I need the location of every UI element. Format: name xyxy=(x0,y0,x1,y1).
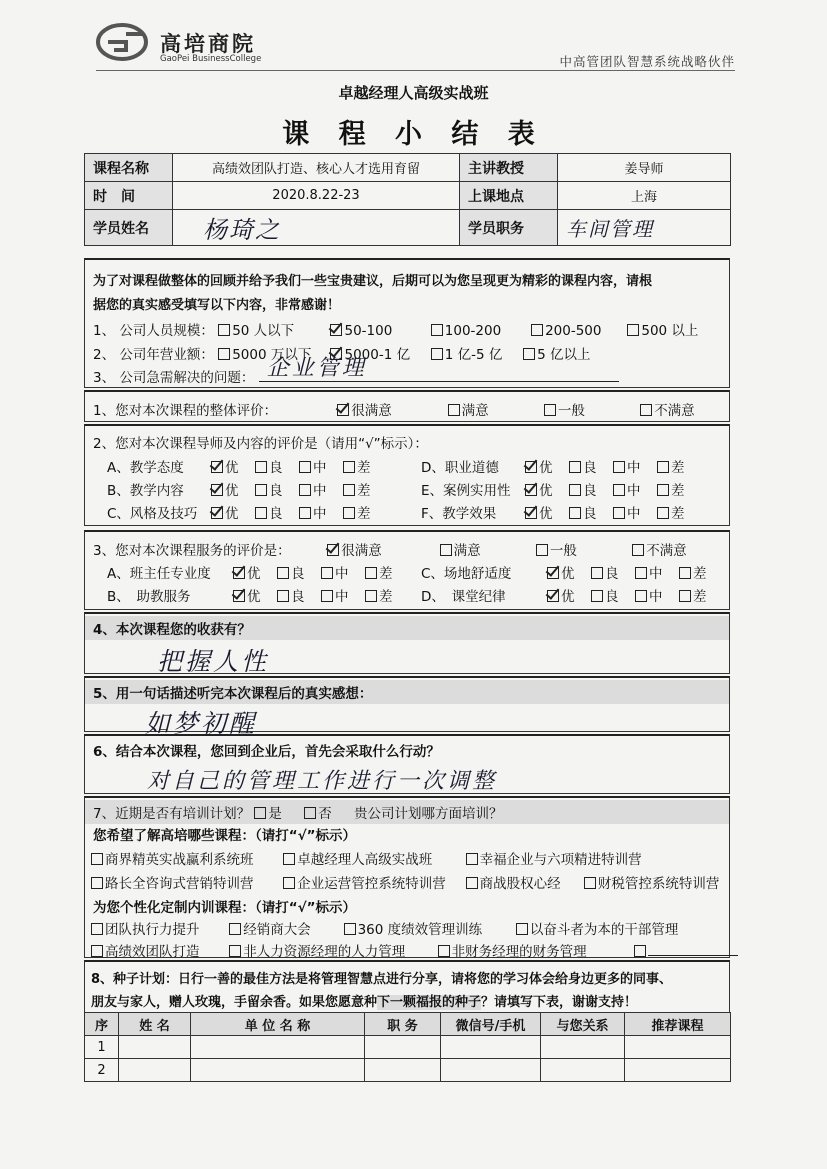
teacher-eval-row-right-2 xyxy=(421,502,701,522)
overall-option-1[interactable]: 满意 xyxy=(448,399,540,419)
service-eval-grade-option[interactable]: 良 xyxy=(277,562,321,582)
service-eval-grade-option[interactable]: 优 xyxy=(233,585,277,605)
teacher-eval-row-right-1 xyxy=(421,479,701,499)
size-option-1[interactable]: 50-100 xyxy=(330,323,426,339)
col-company: 单 位 名 称 xyxy=(191,1013,365,1036)
size-option-0[interactable]: 50 人以下 xyxy=(218,319,326,339)
action-handwriting[interactable]: 对自己的管理工作进行一次调整 xyxy=(147,769,498,794)
seed-plan-line2: 朋友与家人，赠人玫瑰，手留余香。如果您愿意种下一颗福报的种子？请填写下表，谢谢支持！ xyxy=(91,995,638,1010)
page-title: 课 程 小 结 表 xyxy=(282,119,545,150)
course-option-operations[interactable]: 企业运营管控系统特训营 xyxy=(283,872,461,892)
overall-option-2[interactable]: 一般 xyxy=(544,399,636,419)
location-label: 上课地点 xyxy=(460,182,558,210)
feeling-label: 5、用一句话描述听完本次课程后的真实感想： xyxy=(85,680,729,704)
want-courses-label: 您希望了解高培哪些课程：（请打“√”标示） xyxy=(93,828,356,844)
overall-eval-block xyxy=(84,390,730,422)
service-eval-grade-option[interactable]: 良 xyxy=(591,562,635,582)
service-option-3[interactable]: 不满意 xyxy=(632,543,687,559)
course-option-elite[interactable]: 商界精英实战赢利系统班 xyxy=(91,848,279,868)
cell[interactable] xyxy=(441,1059,541,1082)
size-option-2[interactable]: 100-200 xyxy=(431,323,527,339)
custom-courses-label: 为您个性化定制内训课程：（请打“√”标示） xyxy=(93,900,356,916)
tagline: 中高管团队智慧系统战略伙伴 xyxy=(559,54,735,69)
service-eval-row-left-0 xyxy=(107,562,409,582)
urgent-issue-field[interactable] xyxy=(259,356,619,382)
service-option-0[interactable]: 很满意 xyxy=(327,539,435,559)
teacher-eval-grade-option[interactable]: 良 xyxy=(255,456,299,476)
cell[interactable] xyxy=(541,1059,625,1082)
service-eval-grade-option[interactable]: 优 xyxy=(233,562,277,582)
teacher-eval-grade-option[interactable]: 中 xyxy=(299,456,343,476)
service-eval-row xyxy=(93,539,687,559)
seed-plan-block xyxy=(84,960,730,1012)
revenue-option-0[interactable]: 5000 万以下 xyxy=(218,343,326,363)
cell[interactable] xyxy=(625,1059,731,1082)
cell[interactable] xyxy=(365,1036,441,1059)
teacher-eval-item-label: A、教学态度 xyxy=(107,460,184,476)
teacher-label: 主讲教授 xyxy=(460,154,558,182)
harvest-block xyxy=(84,612,730,674)
service-eval-row-left-1 xyxy=(107,585,409,605)
custom-options-row2 xyxy=(91,940,738,960)
course-name-value[interactable]: 高绩效团队打造、核心人才选用育留 xyxy=(173,154,460,182)
teacher-eval-grade-option[interactable]: 中 xyxy=(299,479,343,499)
teacher-eval-block xyxy=(84,424,730,526)
service-eval-row-right-0 xyxy=(421,562,723,582)
logo-chinese-name: 高培商院 xyxy=(160,32,256,56)
training-block xyxy=(84,796,730,958)
cell[interactable] xyxy=(191,1036,365,1059)
revenue-option-2[interactable]: 1 亿-5 亿 xyxy=(431,343,519,363)
teacher-eval-grade-option[interactable]: 优 xyxy=(525,479,569,499)
teacher-eval-grade-option[interactable]: 差 xyxy=(343,479,387,499)
revenue-option-3[interactable]: 5 亿以上 xyxy=(523,347,590,363)
teacher-eval-grade-option[interactable]: 良 xyxy=(569,456,613,476)
service-eval-grade-option[interactable]: 良 xyxy=(277,585,321,605)
service-eval-grade-option[interactable]: 良 xyxy=(591,585,635,605)
custom-option-execution[interactable]: 团队执行力提升 xyxy=(91,918,225,938)
gaopei-logo-icon xyxy=(96,22,152,62)
service-eval-item-label: D、 课堂纪律 xyxy=(421,589,506,605)
service-eval-item-label: C、场地舒适度 xyxy=(421,566,512,582)
course-info-table xyxy=(84,153,731,246)
info-row-course xyxy=(85,154,731,182)
teacher-eval-label: 2、您对本次课程导师及内容的评价是（请用“√”标示）： xyxy=(93,436,428,452)
service-eval-grade-option[interactable]: 差 xyxy=(679,562,723,582)
custom-option-dealer[interactable]: 经销商大会 xyxy=(229,918,339,938)
teacher-eval-item-label: E、案例实用性 xyxy=(421,483,511,499)
teacher-eval-grade-option[interactable]: 良 xyxy=(569,479,613,499)
teacher-eval-grade-option[interactable]: 优 xyxy=(211,456,255,476)
size-option-3[interactable]: 200-500 xyxy=(531,323,623,339)
row-index: 1 xyxy=(85,1036,119,1059)
col-name: 姓 名 xyxy=(119,1013,191,1036)
teacher-eval-item-label: F、教学效果 xyxy=(421,506,497,522)
time-value[interactable]: 2020.8.22-23 xyxy=(173,182,460,210)
col-index: 序 xyxy=(85,1013,119,1036)
course-series-title: 卓越经理人高级实战班 xyxy=(338,84,489,102)
teacher-eval-grade-option[interactable]: 优 xyxy=(525,502,569,522)
teacher-eval-grade-option[interactable]: 良 xyxy=(255,479,299,499)
teacher-eval-grade-option[interactable]: 差 xyxy=(657,456,701,476)
teacher-eval-grade-option[interactable]: 中 xyxy=(613,479,657,499)
company-info-block xyxy=(84,258,730,388)
position-field[interactable] xyxy=(558,210,731,246)
teacher-eval-grade-option[interactable]: 优 xyxy=(525,456,569,476)
action-block xyxy=(84,734,730,794)
teacher-eval-row-left-1 xyxy=(107,479,387,499)
plan-no-option[interactable]: 否 xyxy=(304,806,332,822)
seed-plan-line1: 8、种子计划：日行一善的最佳方法是将管理智慧点进行分享，请将您的学习体会给身边更多的同事、 xyxy=(91,972,673,987)
overall-eval-label: 1、您对本次课程的整体评价： xyxy=(93,403,278,419)
teacher-eval-grade-option[interactable]: 良 xyxy=(569,502,613,522)
overall-option-3[interactable]: 不满意 xyxy=(640,403,695,419)
size-option-4[interactable]: 500 以上 xyxy=(627,323,698,339)
teacher-eval-item-label: C、风格及技巧 xyxy=(107,506,198,522)
revenue-option-1[interactable]: 5000-1 亿 xyxy=(330,343,426,363)
course-option-happiness[interactable]: 幸福企业与六项精进特训营 xyxy=(466,852,642,868)
service-option-1[interactable]: 满意 xyxy=(440,539,532,559)
service-eval-grade-option[interactable]: 差 xyxy=(365,562,409,582)
header-divider xyxy=(96,70,735,71)
service-option-2[interactable]: 一般 xyxy=(536,539,628,559)
info-row-time xyxy=(85,182,731,210)
teacher-eval-grade-option[interactable]: 中 xyxy=(613,456,657,476)
service-eval-item-label: A、班主任专业度 xyxy=(107,566,211,582)
feeling-block xyxy=(84,676,730,738)
harvest-label: 4、本次课程您的收获有？ xyxy=(85,616,729,640)
training-plan-row xyxy=(85,800,729,824)
custom-option-cadre[interactable]: 以奋斗者为本的干部管理 xyxy=(516,922,679,938)
teacher-eval-grade-option[interactable]: 优 xyxy=(211,479,255,499)
cell[interactable] xyxy=(119,1059,191,1082)
teacher-value[interactable]: 姜导师 xyxy=(558,154,731,182)
teacher-eval-grade-option[interactable]: 差 xyxy=(657,479,701,499)
plan-yes-option[interactable]: 是 xyxy=(254,806,282,822)
training-plan-label: 7、近期是否有培训计划？ xyxy=(93,806,251,822)
col-position: 职 务 xyxy=(365,1013,441,1036)
service-eval-label: 3、您对本次课程服务的评价是： xyxy=(93,543,291,559)
student-name-field[interactable] xyxy=(173,210,460,246)
col-relation: 与您关系 xyxy=(541,1013,625,1036)
teacher-eval-row-left-2 xyxy=(107,502,387,522)
position-label: 学员职务 xyxy=(460,210,558,246)
revenue-label: 2、 公司年营业额： xyxy=(93,347,214,363)
overall-eval-row xyxy=(93,399,695,419)
teacher-eval-grade-option[interactable]: 中 xyxy=(613,502,657,522)
seed-highlight: 下一颗福报的种子 xyxy=(377,995,482,1010)
course-options-row2 xyxy=(91,872,719,892)
urgent-issue-handwriting: 企业管理 xyxy=(266,356,367,381)
cell[interactable] xyxy=(365,1059,441,1082)
action-label: 6、结合本次课程，您回到企业后，首先会采取什么行动？ xyxy=(93,744,440,760)
overall-option-0[interactable]: 很满意 xyxy=(337,399,443,419)
service-eval-grade-option[interactable]: 差 xyxy=(679,585,723,605)
teacher-eval-row-right-0 xyxy=(421,456,701,476)
course-options-row1 xyxy=(91,848,642,868)
intro-text-line1: 为了对课程做整体的回顾并给予我们一些宝贵建议，后期可以为您呈现更为精彩的课程内容，请根 xyxy=(93,274,653,289)
service-eval-grade-option[interactable]: 差 xyxy=(365,585,409,605)
course-option-manager[interactable]: 卓越经理人高级实战班 xyxy=(283,848,461,868)
service-eval-grade-option[interactable]: 中 xyxy=(321,585,365,605)
col-contact: 微信号/手机 xyxy=(441,1013,541,1036)
teacher-eval-grade-option[interactable]: 差 xyxy=(343,456,387,476)
course-name-label: 课程名称 xyxy=(85,154,173,182)
course-option-marketing[interactable]: 路长全咨询式营销特训营 xyxy=(91,872,279,892)
referral-header-row xyxy=(85,1013,731,1036)
custom-option-hr[interactable]: 非人力资源经理的人力管理 xyxy=(229,940,433,960)
custom-option-fin[interactable]: 非财务经理的财务管理 xyxy=(438,940,630,960)
student-name-label: 学员姓名 xyxy=(85,210,173,246)
teacher-eval-grade-option[interactable]: 优 xyxy=(211,502,255,522)
position-handwriting: 车间管理 xyxy=(566,217,654,241)
table-row xyxy=(85,1059,731,1082)
urgent-issue-label: 3、 公司急需解决的问题： xyxy=(93,370,255,386)
service-eval-row-right-1 xyxy=(421,585,723,605)
referral-table xyxy=(84,1012,731,1082)
student-name-handwriting: 杨琦之 xyxy=(203,216,281,244)
custom-option-other[interactable] xyxy=(634,944,738,960)
company-size-row xyxy=(93,319,698,339)
logo-english-name: GaoPei BusinessCollege xyxy=(160,54,262,64)
course-option-finance[interactable]: 财税管控系统特训营 xyxy=(584,876,720,892)
time-label: 时 间 xyxy=(85,182,173,210)
custom-option-team[interactable]: 高绩效团队打造 xyxy=(91,940,225,960)
service-eval-block xyxy=(84,530,730,610)
teacher-eval-row-left-0 xyxy=(107,456,387,476)
service-eval-grade-option[interactable]: 中 xyxy=(635,562,679,582)
service-eval-item-label: B、 助教服务 xyxy=(107,589,191,605)
urgent-issue-row xyxy=(93,356,619,386)
row-index: 2 xyxy=(85,1059,119,1082)
col-course: 推荐课程 xyxy=(625,1013,731,1036)
cell[interactable] xyxy=(625,1036,731,1059)
custom-option-360[interactable]: 360 度绩效管理训练 xyxy=(344,918,512,938)
course-option-equity[interactable]: 商战股权心经 xyxy=(466,872,580,892)
plan-area-label: 贵公司计划哪方面培训？ xyxy=(353,806,503,822)
custom-options-row1 xyxy=(91,918,678,938)
teacher-eval-grade-option[interactable]: 差 xyxy=(343,502,387,522)
table-row xyxy=(85,1036,731,1059)
service-eval-grade-option[interactable]: 中 xyxy=(321,562,365,582)
intro-text-line2: 据您的真实感受填写以下内容，非常感谢！ xyxy=(93,298,341,313)
teacher-eval-item-label: B、教学内容 xyxy=(107,483,184,499)
teacher-eval-grade-option[interactable]: 差 xyxy=(657,502,701,522)
harvest-handwriting[interactable]: 把握人性 xyxy=(157,647,270,676)
teacher-eval-grade-option[interactable]: 中 xyxy=(299,502,343,522)
company-size-label: 1、 公司人员规模： xyxy=(93,323,214,339)
cell[interactable] xyxy=(541,1036,625,1059)
cell[interactable] xyxy=(441,1036,541,1059)
service-eval-grade-option[interactable]: 中 xyxy=(635,585,679,605)
cell[interactable] xyxy=(119,1036,191,1059)
service-eval-grade-option[interactable]: 优 xyxy=(547,562,591,582)
feeling-handwriting[interactable]: 如梦初醒 xyxy=(145,709,258,738)
location-value[interactable]: 上海 xyxy=(558,182,731,210)
teacher-eval-item-label: D、职业道德 xyxy=(421,460,499,476)
info-row-student xyxy=(85,210,731,246)
cell[interactable] xyxy=(191,1059,365,1082)
service-eval-grade-option[interactable]: 优 xyxy=(547,585,591,605)
teacher-eval-grade-option[interactable]: 良 xyxy=(255,502,299,522)
